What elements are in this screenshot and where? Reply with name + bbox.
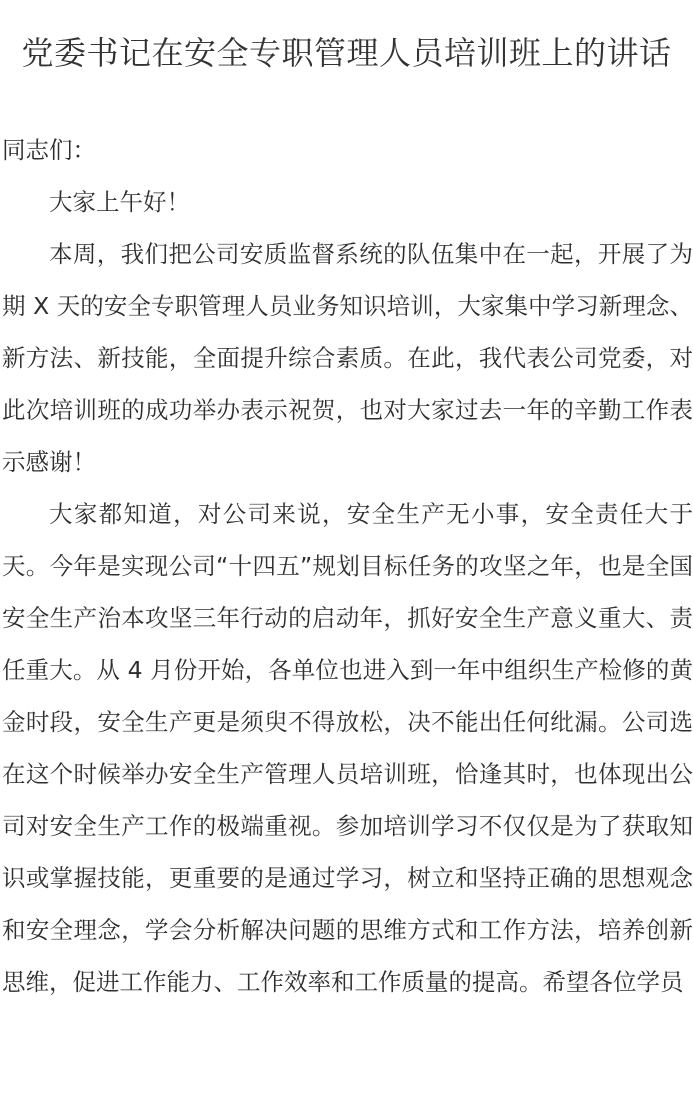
salutation: 同志们： xyxy=(2,136,96,164)
paragraph-safety-importance: 大家都知道，对公司来说，安全生产无小事，安全责任大于天。今年是实现公司“十四五”规划目标任务的攻坚之年，也是全国安全生产治本攻坚三年行动的启动年，抓好安全生产意义重大、责任重大。从 4 月份开始，各单位也进入到一年中组织生产检修的黄金时段，安全生产更是须臾不得放松，决不能出任何纰漏。公司选在这个时候举办安全生产管理人员培训班，恰逢其时，也体现出公司对安全生产工作的极端重视。参加培训学习不仅仅是为了获取知识或掌握技能，更重要的是通过学习，树立和坚持正确的思想观念和安全理念，学会分析解决问题的思维方式和工作方法，培养创新思维，促进工作能力、工作效率和工作质量的提高。希望各位学员 xyxy=(2,500,693,996)
speech-title: 党委书记在安全专职管理人员培训班上的讲话 xyxy=(21,34,672,72)
paragraph-greeting: 大家上午好！ xyxy=(49,188,190,216)
speech-body xyxy=(0,80,693,1008)
paragraph-training-intro: 本周，我们把公司安质监督系统的队伍集中在一起，开展了为期 X 天的安全专职管理人员业务知识培训，大家集中学习新理念、新方法、新技能，全面提升综合素质。在此，我代表公司党委，对此次培训班的成功举办表示祝贺，也对大家过去一年的辛勤工作表示感谢！ xyxy=(2,240,693,476)
